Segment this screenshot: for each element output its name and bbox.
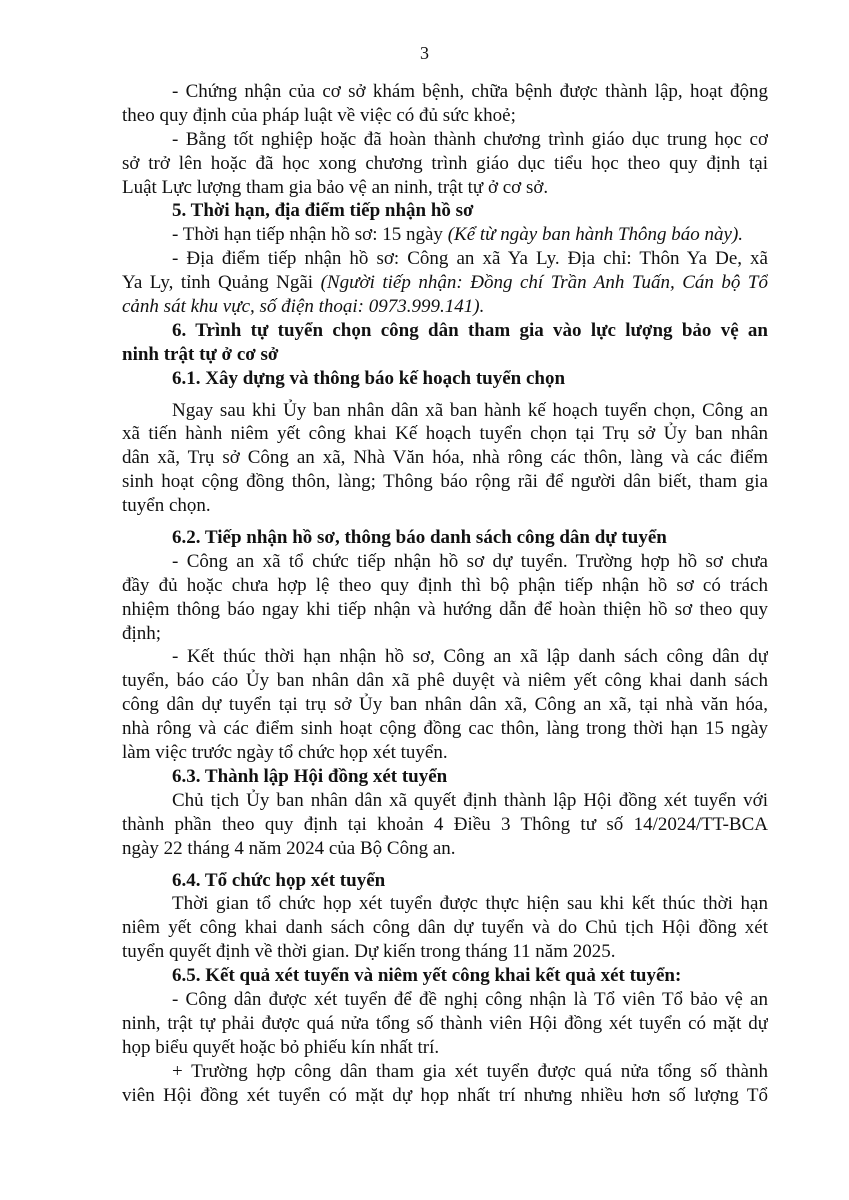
- text-line: viên Hội đồng xét tuyển có mặt dự họp nhất trí nhưng nhiều hơn số lượng Tổ: [122, 1084, 768, 1106]
- text-line: công dân dự tuyển tại trụ sở Ủy ban nhân dân xã, Công an xã, tại nhà văn hóa,: [122, 694, 768, 716]
- text-line: dân xã, Trụ sở Công an xã, Nhà Văn hóa, nhà rông các thôn, làng và các điểm: [122, 447, 768, 469]
- text-line: Ngay sau khi Ủy ban nhân dân xã ban hành kế hoạch tuyển chọn, Công an: [172, 399, 768, 421]
- section-heading-6-5: 6.5. Kết quả xét tuyển và niêm yết công khai kết quả xét tuyển:: [172, 965, 682, 987]
- paragraph-majority-case: [122, 1060, 768, 1108]
- text-line: Luật Lực lượng tham gia bảo vệ an ninh, trật tự ở cơ sở.: [122, 176, 549, 198]
- spacer: [122, 391, 768, 399]
- heading-line: ninh trật tự ở cơ sở: [122, 343, 279, 365]
- section-heading-6-3: 6.3. Thành lập Hội đồng xét tuyển: [172, 765, 448, 787]
- section-heading-5: 5. Thời hạn, địa điểm tiếp nhận hồ sơ: [172, 200, 474, 222]
- italic-note: (Người tiếp nhận: Đồng chí Trần Anh Tuấn, Cán bộ Tổ: [320, 272, 768, 294]
- text-line: - Công dân được xét tuyển để đề nghị công nhận là Tổ viên Tổ bảo vệ an: [172, 988, 768, 1010]
- section-heading-6-1: 6.1. Xây dựng và thông báo kế hoạch tuyển chọn: [172, 367, 566, 389]
- section-heading-6-2: 6.2. Tiếp nhận hồ sơ, thông báo danh sách công dân dự tuyển: [172, 527, 667, 549]
- text-line: tuyển quyết định về thời gian. Dự kiến trong tháng 11 năm 2025.: [122, 941, 616, 963]
- text-line: cảnh sát khu vực, số điện thoại: 0973.999.141).: [122, 296, 485, 318]
- text-line: Chủ tịch Ủy ban nhân dân xã quyết định thành lập Hội đồng xét tuyển với: [172, 789, 768, 811]
- text-line: tuyển chọn.: [122, 495, 211, 517]
- text-span: - Thời hạn tiếp nhận hồ sơ: 15 ngày: [172, 224, 448, 246]
- section-heading-6: [122, 319, 768, 367]
- italic-note: (Kể từ ngày ban hành Thông báo này).: [447, 224, 744, 246]
- text-span: Ya Ly, tỉnh Quảng Ngãi: [122, 272, 321, 294]
- text-line: làm việc trước ngày tổ chức họp xét tuyển.: [122, 742, 448, 764]
- text-line: thành phần theo quy định tại khoản 4 Điều 3 Thông tư số 14/2024/TT-BCA: [122, 813, 768, 835]
- text-line: Thời gian tổ chức họp xét tuyển được thực hiện sau khi kết thúc thời hạn: [172, 893, 768, 915]
- page-number: 3: [420, 43, 429, 63]
- text-line: xã tiến hành niêm yết công khai Kế hoạch tuyển chọn tại Trụ sở Ủy ban nhân: [122, 423, 768, 445]
- spacer: [122, 861, 768, 869]
- document-body: [122, 80, 768, 1107]
- paragraph-results: [122, 988, 768, 1060]
- text-line: nhà rông và các điểm sinh hoạt cộng đồng cac thôn, làng trong thời hạn 15 ngày: [122, 718, 768, 740]
- paragraph-council: [122, 789, 768, 861]
- paragraph-meeting: [122, 892, 768, 964]
- text-line: định;: [122, 622, 162, 644]
- paragraph-education-certificate: [122, 128, 768, 200]
- text-line: tuyển, báo cáo Ủy ban nhân dân xã phê duyệt và niêm yết công khai danh sách: [122, 670, 768, 692]
- text-line: - Bằng tốt nghiệp hoặc đã hoàn thành chương trình giáo dục trung học cơ: [172, 128, 768, 150]
- text-line: ninh, trật tự phải được quá nửa tổng số thành viên Hội đồng xét tuyển có mặt dự: [122, 1012, 768, 1034]
- text-line: - Chứng nhận của cơ sở khám bệnh, chữa bệnh được thành lập, hoạt động: [172, 81, 768, 102]
- text-line: họp biểu quyết hoặc bỏ phiếu kín nhất trí.: [122, 1036, 440, 1058]
- text-line: đầy đủ hoặc chưa hợp lệ theo quy định thì bộ phận tiếp nhận hồ sơ có trách: [122, 574, 768, 596]
- text-line: sinh hoạt cộng đồng thôn, làng; Thông báo rộng rãi để người dân biết, tham gia: [122, 471, 768, 493]
- text-line: sở trở lên hoặc đã học xong chương trình giáo dục tiểu học theo quy định tại: [122, 152, 768, 174]
- text-line: - Kết thúc thời hạn nhận hồ sơ, Công an xã lập danh sách công dân dự: [172, 646, 768, 668]
- paragraph-health-certificate: [122, 80, 768, 128]
- paragraph-candidate-list: [122, 645, 768, 764]
- heading-line: 6. Trình tự tuyển chọn công dân tham gia vào lực lượng bảo vệ an: [172, 319, 768, 341]
- text-line: - Địa điểm tiếp nhận hồ sơ: Công an xã Ya Ly. Địa chỉ: Thôn Ya De, xã: [172, 248, 768, 270]
- spacer: [122, 518, 768, 526]
- section-heading-6-4: 6.4. Tổ chức họp xét tuyển: [172, 869, 386, 891]
- paragraph-receiving-location: [122, 247, 768, 319]
- text-line: [122, 223, 768, 247]
- text-line: nhiệm thông báo ngay khi tiếp nhận và hướng dẫn để hoàn thiện hồ sơ theo quy: [122, 598, 768, 620]
- paragraph-announce-plan: [122, 399, 768, 518]
- text-line: - Công an xã tổ chức tiếp nhận hồ sơ dự tuyển. Trường hợp hồ sơ chưa: [172, 550, 768, 572]
- paragraph-receive-applications: [122, 550, 768, 646]
- text-line: theo quy định của pháp luật về việc có đủ sức khoẻ;: [122, 104, 516, 126]
- paragraph-receiving-deadline: [122, 223, 768, 247]
- text-line: [122, 271, 768, 295]
- text-line: + Trường hợp công dân tham gia xét tuyển được quá nửa tổng số thành: [172, 1060, 768, 1082]
- text-line: ngày 22 tháng 4 năm 2024 của Bộ Công an.: [122, 837, 456, 859]
- text-line: niêm yết công khai danh sách công dân dự tuyển và do Chủ tịch Hội đồng xét: [122, 917, 768, 939]
